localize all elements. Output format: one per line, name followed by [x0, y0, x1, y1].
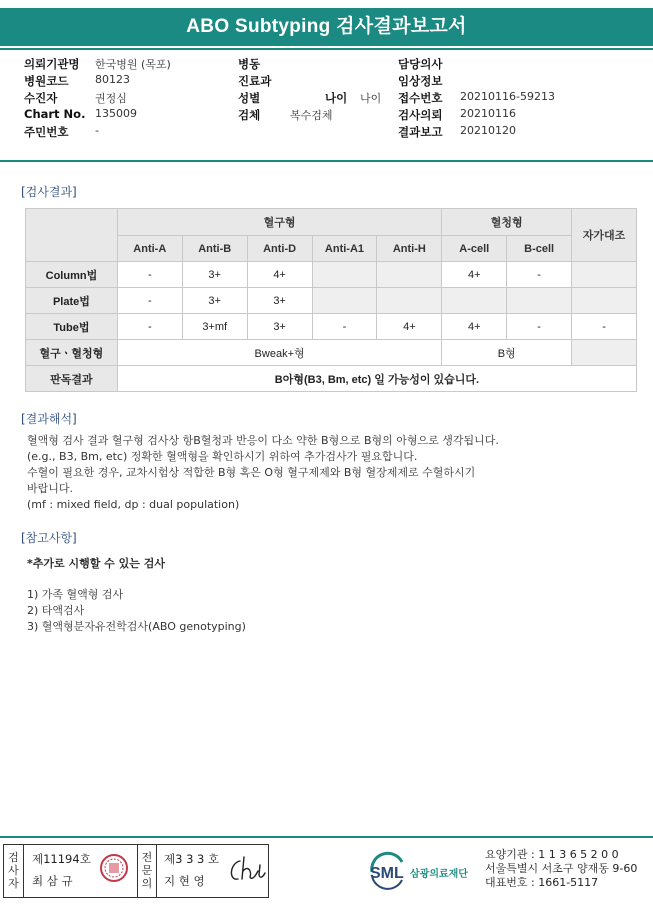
list-item: 2) 타액검사 [27, 604, 85, 617]
vertical-label-text: 전 문 의 [141, 851, 153, 890]
doctor-label [137, 845, 157, 897]
info-divider [0, 160, 653, 162]
signature-icon [226, 853, 266, 887]
info-label: 병원코드 [24, 74, 69, 88]
table-row [26, 288, 637, 314]
info-label: 나이 [325, 91, 348, 105]
list-item: 3) 혈액형분자유전학검사(ABO genotyping) [27, 620, 246, 633]
autocontrol-header: 자가대조 [572, 209, 637, 262]
list-item: 1) 가족 혈액형 검사 [27, 588, 124, 601]
row-label: 판독결과 [26, 366, 118, 392]
sml-logo-icon [366, 850, 486, 890]
info-value: - [95, 124, 99, 137]
table-cell [377, 288, 442, 314]
info-value: 나이 [360, 92, 382, 105]
doctor-number: 제3 3 3 호 [164, 852, 220, 866]
info-label: 주민번호 [24, 125, 69, 139]
table-row [26, 314, 637, 340]
table-cell: - [117, 288, 182, 314]
row-label: Tube법 [26, 314, 118, 340]
table-cell [312, 262, 377, 288]
logo-text: SML [370, 865, 404, 882]
interpretation-line: 수혈이 필요한 경우, 교차시험상 적합한 B형 혹은 O형 혈구제제와 B형 혈장제제로 수혈하시기 [27, 466, 476, 479]
info-label: 진료과 [238, 74, 272, 88]
row-label: Plate법 [26, 288, 118, 314]
info-value: 20210116-59213 [460, 90, 555, 103]
table-cell: 3+ [182, 288, 247, 314]
inspector-number: 제11194호 [32, 852, 91, 866]
table-cell: 4+ [247, 262, 312, 288]
reference-subheading: *추가로 시행할 수 있는 검사 [27, 557, 165, 570]
col-header: Anti-A [117, 236, 182, 262]
interpretation-text [27, 433, 499, 513]
vertical-label-text: 검 사 자 [8, 851, 19, 890]
seal-stamp-icon [99, 853, 129, 883]
org-name: 삼광의료재단 [410, 869, 468, 880]
table-row [26, 366, 637, 392]
group-serum-header: 혈청형 [442, 209, 572, 236]
info-value: 복수검체 [290, 109, 333, 122]
table-cell [572, 262, 637, 288]
info-row [20, 90, 640, 107]
section-interpretation-heading: [결과해석] [21, 412, 77, 426]
col-header: Anti-B [182, 236, 247, 262]
info-row [20, 124, 640, 141]
table-cell: - [572, 314, 637, 340]
table-cell: 4+ [442, 314, 507, 340]
info-label: 수진자 [24, 91, 58, 105]
table-cell [572, 340, 637, 366]
info-label: 성별 [238, 91, 261, 105]
table-cell: 3+ [247, 314, 312, 340]
table-cell: - [507, 262, 572, 288]
table-cell [507, 288, 572, 314]
col-header: Anti-H [377, 236, 442, 262]
cell-type-value: Bweak+형 [117, 340, 441, 366]
info-value: 135009 [95, 107, 137, 120]
inspector-name: 최 삼 규 [32, 874, 73, 888]
table-cell: 3+mf [182, 314, 247, 340]
interpretation-line: 바랍니다. [27, 482, 74, 495]
table-cell: 4+ [377, 314, 442, 340]
section-reference-heading: [참고사항] [21, 531, 77, 545]
col-header: Anti-D [247, 236, 312, 262]
table-cell [442, 288, 507, 314]
report-title: ABO Subtyping 검사결과보고서 [0, 8, 653, 46]
table-cell: - [507, 314, 572, 340]
signature-box [3, 844, 269, 898]
info-label: 임상정보 [398, 74, 443, 88]
title-divider [0, 48, 653, 50]
col-header: B-cell [507, 236, 572, 262]
patient-info [20, 56, 640, 141]
interpretation-line: (mf : mixed field, dp : dual population) [27, 498, 240, 511]
section-result-heading: [검사결과] [21, 185, 77, 199]
table-cell: 3+ [182, 262, 247, 288]
table-cell: 4+ [442, 262, 507, 288]
inspector-label [4, 845, 24, 897]
organization-info [485, 848, 637, 890]
info-label: 담당의사 [398, 57, 443, 71]
info-row [20, 107, 640, 124]
reference-list [27, 587, 246, 635]
row-label: Column법 [26, 262, 118, 288]
row-label: 혈구ㆍ혈청형 [26, 340, 118, 366]
table-cell: - [312, 314, 377, 340]
table-cell [572, 288, 637, 314]
info-label: Chart No. [24, 107, 86, 121]
interpretation-line: 혈액형 검사 결과 혈구형 검사상 항B혈청과 반응이 다소 약한 B형으로 B형의 아형으로 생각됩니다. [27, 434, 499, 447]
col-header: Anti-A1 [312, 236, 377, 262]
doctor-name: 지 현 영 [164, 874, 205, 888]
info-value: 20210116 [460, 107, 516, 120]
table-cell [377, 262, 442, 288]
info-label: 의뢰기관명 [24, 57, 80, 71]
serum-type-value: B형 [442, 340, 572, 366]
group-cell-header: 혈구형 [117, 209, 441, 236]
info-value: 20210120 [460, 124, 516, 137]
org-address: 서울특별시 서초구 양재동 9-60 [485, 862, 638, 875]
info-label: 병동 [238, 57, 261, 71]
info-value: 한국병원 (목포) [95, 58, 171, 71]
info-row [20, 73, 640, 90]
org-code: 요양기관 : 1 1 3 6 5 2 0 0 [485, 848, 619, 861]
info-label: 접수번호 [398, 91, 443, 105]
judgement-value: B아형(B3, Bm, etc) 일 가능성이 있습니다. [117, 366, 636, 392]
table-cell: - [117, 314, 182, 340]
table-corner [26, 209, 118, 262]
info-label: 결과보고 [398, 125, 443, 139]
result-table [25, 208, 637, 392]
info-row [20, 56, 640, 73]
table-row [26, 340, 637, 366]
info-value: 80123 [95, 73, 130, 86]
table-cell [312, 288, 377, 314]
footer-divider [0, 836, 653, 838]
info-value: 권정심 [95, 92, 127, 105]
table-cell: 3+ [247, 288, 312, 314]
table-cell: - [117, 262, 182, 288]
org-phone: 대표번호 : 1661-5117 [485, 876, 599, 889]
col-header: A-cell [442, 236, 507, 262]
interpretation-line: (e.g., B3, Bm, etc) 정확한 혈액형을 확인하시기 위하여 추가검사가 필요합니다. [27, 450, 418, 463]
info-label: 검사의뢰 [398, 108, 443, 122]
table-row [26, 262, 637, 288]
info-label: 검체 [238, 108, 261, 122]
